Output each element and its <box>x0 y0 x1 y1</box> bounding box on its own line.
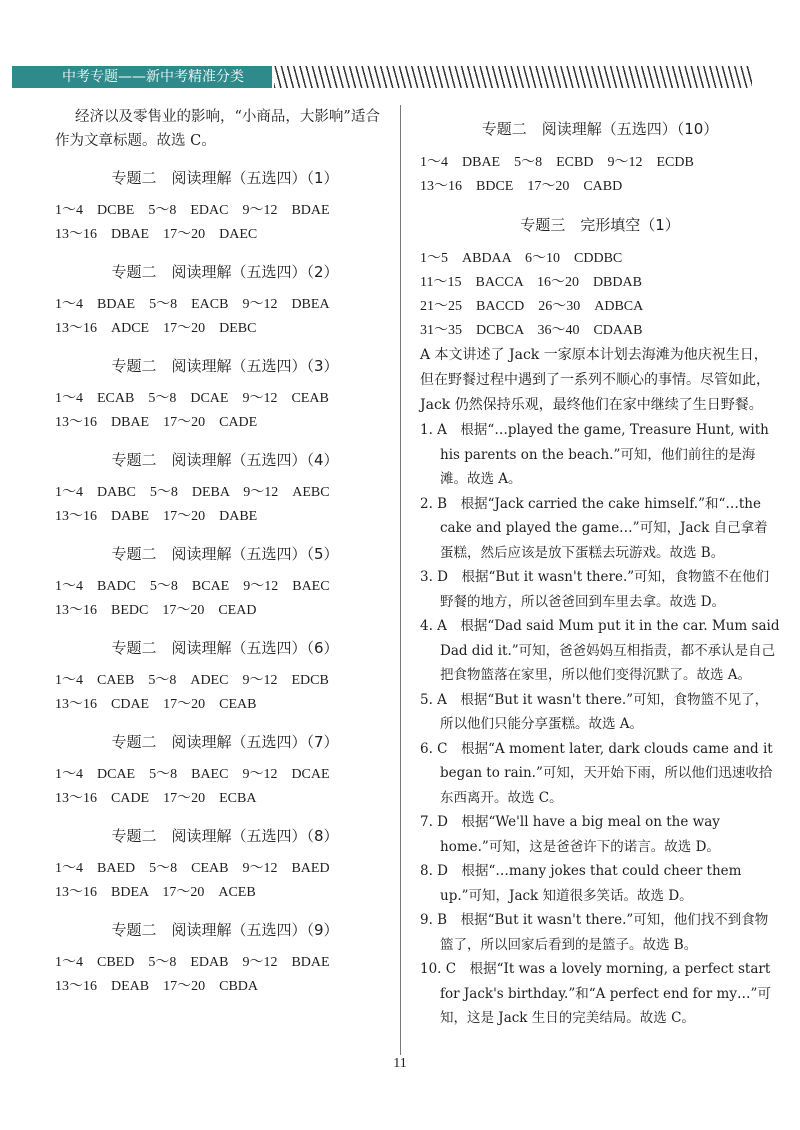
section-title: 专题二 阅读理解（五选四）（5） <box>111 545 339 563</box>
answer-line: 1～4 BDAE 5～8 EACB 9～12 DBEA <box>55 297 330 312</box>
answer-section <box>55 165 385 247</box>
answer-section <box>55 353 385 435</box>
page-number: 11 <box>393 1056 407 1071</box>
explanation-item: 9. B 根据“But it wasn't there.”可知，他们找不到食物篮了，所以回家后看到的是篮子。故选 B。 <box>420 912 769 953</box>
answer-line: 13～16 BEDC 17～20 CEAD <box>55 603 257 618</box>
page-header <box>12 66 752 88</box>
answer-line: 13～16 ADCE 17～20 DEBC <box>55 321 257 336</box>
right-column <box>420 105 780 1031</box>
answer-line: 13～16 BDEA 17～20 ACEB <box>55 885 256 900</box>
answer-section <box>55 823 385 905</box>
answer-line: 1～4 CBED 5～8 EDAB 9～12 BDAE <box>55 955 330 970</box>
column-divider <box>400 105 401 1055</box>
answer-line: 13～16 DABE 17～20 DABE <box>55 509 258 524</box>
explanation-item: 10. C 根据“It was a lovely morning, a perfect start for Jack's birthday.”和“A perfect end for my…”可知，这是 Jack 生日的完美结局。故选 C。 <box>420 961 771 1026</box>
answer-line: 13～16 CDAE 17～20 CEAB <box>55 697 257 712</box>
explanation-item: 2. B 根据“Jack carried the cake himself.”和“…the cake and played the game…”可知，Jack 自己拿着蛋糕，然后应该是放下蛋糕去玩游戏。故选 B。 <box>420 495 768 561</box>
answer-line: 13～16 DBAE 17～20 CADE <box>55 415 258 430</box>
intro-line: 作为文章标题。故选 C。 <box>55 133 216 149</box>
section-title: 专题二 阅读理解（五选四）（2） <box>111 263 339 281</box>
answer-section <box>55 635 385 717</box>
answer-line: 13～16 BDCE 17～20 CABD <box>420 179 623 194</box>
explanation-item: 7. D 根据“We'll have a big meal on the way home.”可知，这是爸爸许下的诺言。故选 D。 <box>420 814 720 855</box>
section-title: 专题二 阅读理解（五选四）（1） <box>111 169 339 187</box>
answer-section <box>55 259 385 341</box>
section-title: 专题二 阅读理解（五选四）（4） <box>111 451 339 469</box>
section-title: 专题二 阅读理解（五选四）（6） <box>111 639 339 657</box>
header-stripes <box>274 66 752 88</box>
section-title: 专题三 完形填空（1） <box>520 216 680 234</box>
answer-line: 1～4 BAED 5～8 CEAB 9～12 BAED <box>55 861 330 876</box>
answer-section <box>55 729 385 811</box>
answer-line: 1～4 CAEB 5～8 ADEC 9～12 EDCB <box>55 673 329 688</box>
answer-line: 21～25 BACCD 26～30 ADBCA <box>420 299 644 314</box>
explanation-item: 3. D 根据“But it wasn't there.”可知，食物篮不在他们野餐的地方，所以爸爸回到车里去拿。故选 D。 <box>420 569 770 610</box>
answer-section <box>55 917 385 999</box>
section-title: 专题二 阅读理解（五选四）（3） <box>111 357 339 375</box>
passage-summary: A 本文讲述了 Jack 一家原本计划去海滩为他庆祝生日，但在野餐过程中遇到了一系列不顺心的事情。尽管如此，Jack 仍然保持乐观，最终他们在家中继续了生日野餐。 <box>420 347 770 413</box>
intro-line: 经济以及零售业的影响，“小商品，大影响”适合 <box>75 109 380 125</box>
explanation-item: 1. A 根据“…played the game, Treasure Hunt, with his parents on the beach.”可知，他们前往的是海滩。故选 A。 <box>420 422 769 487</box>
explanation-item: 4. A 根据“Dad said Mum put it in the car. Mum said Dad did it.”可知，爸爸妈妈互相指责，都不承认是自己把食物篮落在家里，所以他们变得沉默了。故选 A。 <box>420 618 780 683</box>
section-title: 专题二 阅读理解（五选四）（9） <box>111 921 339 939</box>
section-title: 专题二 阅读理解（五选四）（7） <box>111 733 339 751</box>
answer-line: 1～4 DABC 5～8 DEBA 9～12 AEBC <box>55 485 330 500</box>
answer-line: 1～4 DCBE 5～8 EDAC 9～12 BDAE <box>55 203 330 218</box>
answer-section <box>55 447 385 529</box>
left-column <box>55 105 385 999</box>
answer-line: 1～4 DCAE 5～8 BAEC 9～12 DCAE <box>55 767 330 782</box>
section-title: 专题二 阅读理解（五选四）（8） <box>111 827 339 845</box>
section-title: 专题二 阅读理解（五选四）（10） <box>481 120 719 138</box>
explanation-item: 5. A 根据“But it wasn't there.”可知，食物篮不见了，所以他们只能分享蛋糕。故选 A。 <box>420 691 769 732</box>
answer-line: 31～35 DCBCA 36～40 CDAAB <box>420 323 643 338</box>
answer-section <box>55 541 385 623</box>
answer-line: 11～15 BACCA 16～20 DBDAB <box>420 275 642 290</box>
answer-line: 13～16 CADE 17～20 ECBA <box>55 791 257 806</box>
answer-line: 13～16 DEAB 17～20 CBDA <box>55 979 259 994</box>
explanation-item: 6. C 根据“A moment later, dark clouds came and it began to rain.”可知，天开始下雨，所以他们迅速收拾东西离开。故选 C。 <box>420 740 773 806</box>
answer-line: 1～4 DBAE 5～8 ECBD 9～12 ECDB <box>420 155 694 170</box>
answer-line: 1～4 BADC 5～8 BCAE 9～12 BAEC <box>55 579 330 594</box>
answer-line: 13～16 DBAE 17～20 DAEC <box>55 227 258 242</box>
answer-line: 1～5 ABDAA 6～10 CDDBC <box>420 251 623 266</box>
header-tag: 中考专题——新中考精准分类 <box>12 66 272 88</box>
explanation-item: 8. D 根据“…many jokes that could cheer them up.”可知，Jack 知道很多笑话。故选 D。 <box>420 863 742 904</box>
answer-line: 1～4 ECAB 5～8 DCAE 9～12 CEAB <box>55 391 329 406</box>
